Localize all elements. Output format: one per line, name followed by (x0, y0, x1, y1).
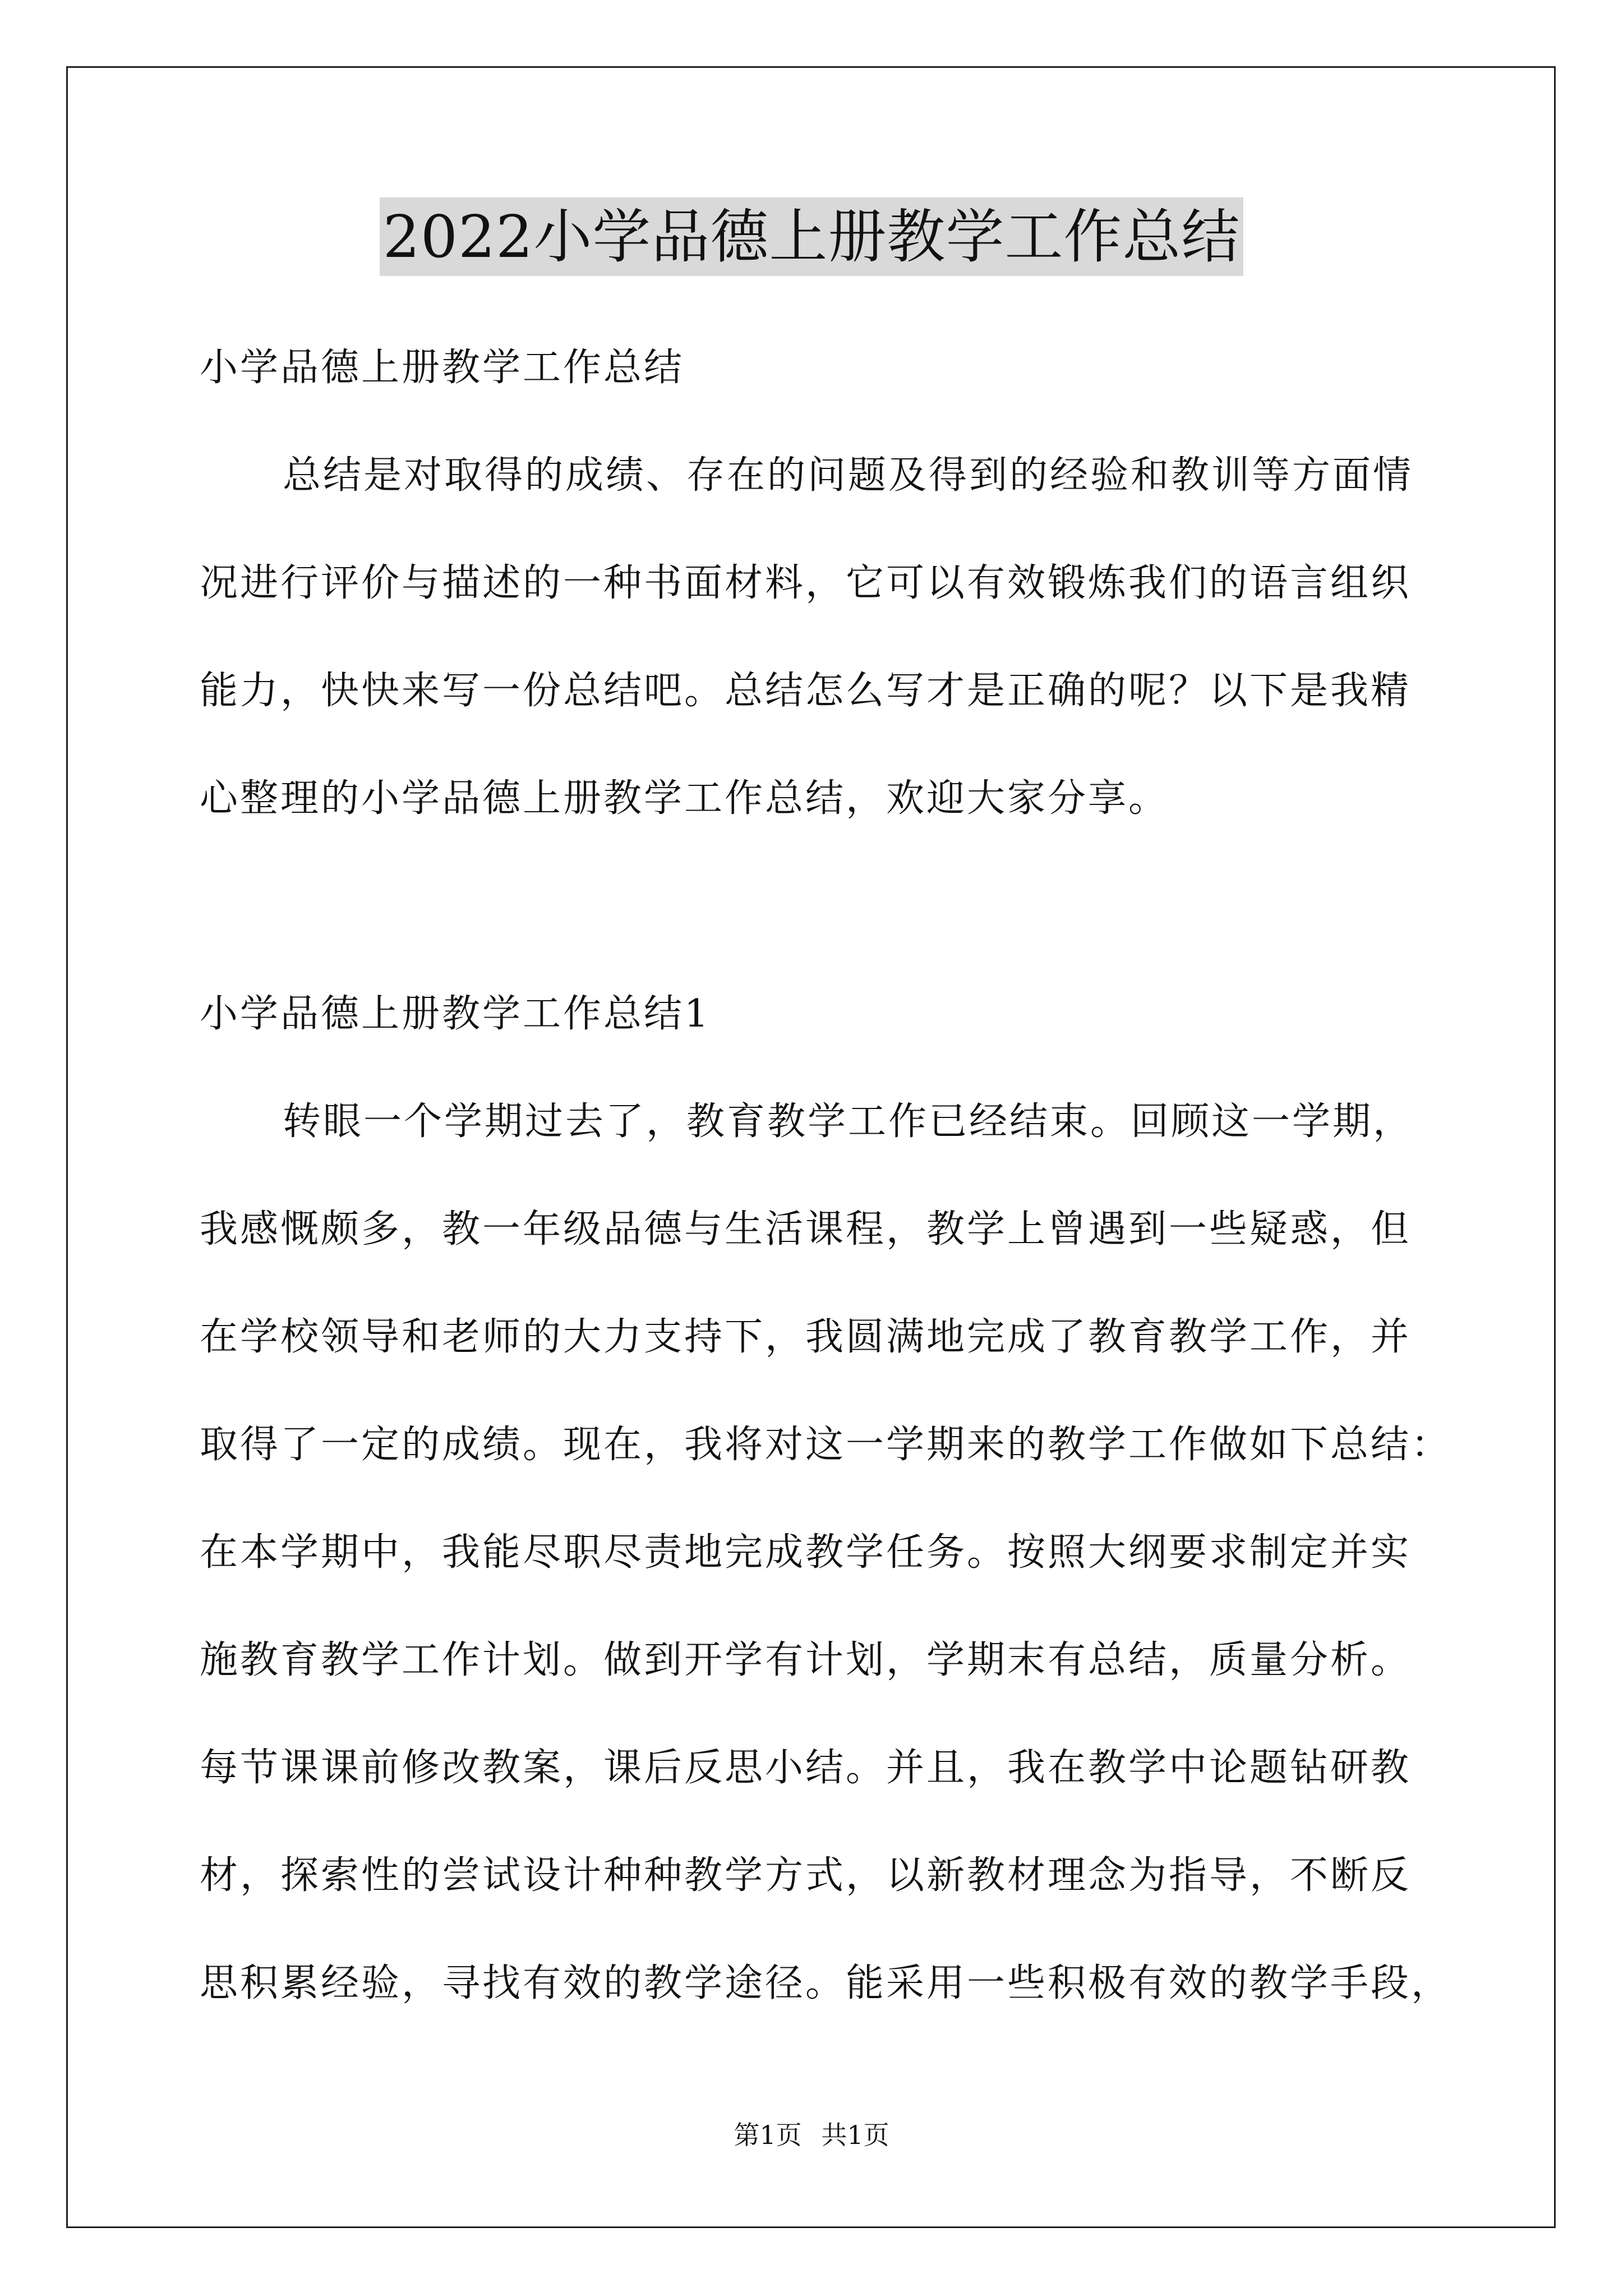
intro-line: 况进行评价与描述的一种书面材料，它可以有效锻炼我们的语言组织 (200, 561, 1412, 605)
section-line: 我感慨颇多，教一年级品德与生活课程，教学上曾遇到一些疑惑，但 (200, 1207, 1412, 1251)
section-line: 取得了一定的成绩。现在，我将对这一学期来的教学工作做如下总结： (200, 1423, 1452, 1467)
page-number: 第1页 (734, 2120, 802, 2150)
section-line: 思积累经验，寻找有效的教学途径。能采用一些积极有效的教学手段， (200, 1961, 1452, 2005)
intro-line: 心整理的小学品德上册教学工作总结，欢迎大家分享。 (200, 776, 1169, 821)
page-footer (0, 2118, 1623, 2152)
section-line: 转眼一个学期过去了，教育教学工作已经结束。回顾这一学期， (283, 1099, 1414, 1144)
intro-line: 能力，快快来写一份总结吧。总结怎么写才是正确的呢？以下是我精 (200, 669, 1412, 713)
section-line: 在本学期中，我能尽职尽责地完成教学任务。按照大纲要求制定并实 (200, 1530, 1412, 1575)
section-line: 在学校领导和老师的大力支持下，我圆满地完成了教育教学工作，并 (200, 1315, 1412, 1359)
section-heading: 小学品德上册教学工作总结1 (200, 992, 711, 1036)
page-total: 共1页 (821, 2120, 889, 2150)
document-body (200, 314, 1452, 2037)
document-title: 2022小学品德上册教学工作总结 (380, 197, 1244, 276)
intro-line: 总结是对取得的成绩、存在的问题及得到的经验和教训等方面情 (283, 453, 1414, 498)
section-line: 施教育教学工作计划。做到开学有计划，学期末有总结，质量分析。 (200, 1638, 1412, 1682)
section-line: 每节课课前修改教案，课后反思小结。并且，我在教学中论题钻研教 (200, 1746, 1412, 1790)
blank-line (200, 853, 1433, 960)
subtitle: 小学品德上册教学工作总结 (200, 346, 685, 390)
title-wrap (0, 197, 1623, 276)
section-line: 材，探索性的尝试设计种种教学方式，以新教材理念为指导，不断反 (200, 1853, 1412, 1898)
